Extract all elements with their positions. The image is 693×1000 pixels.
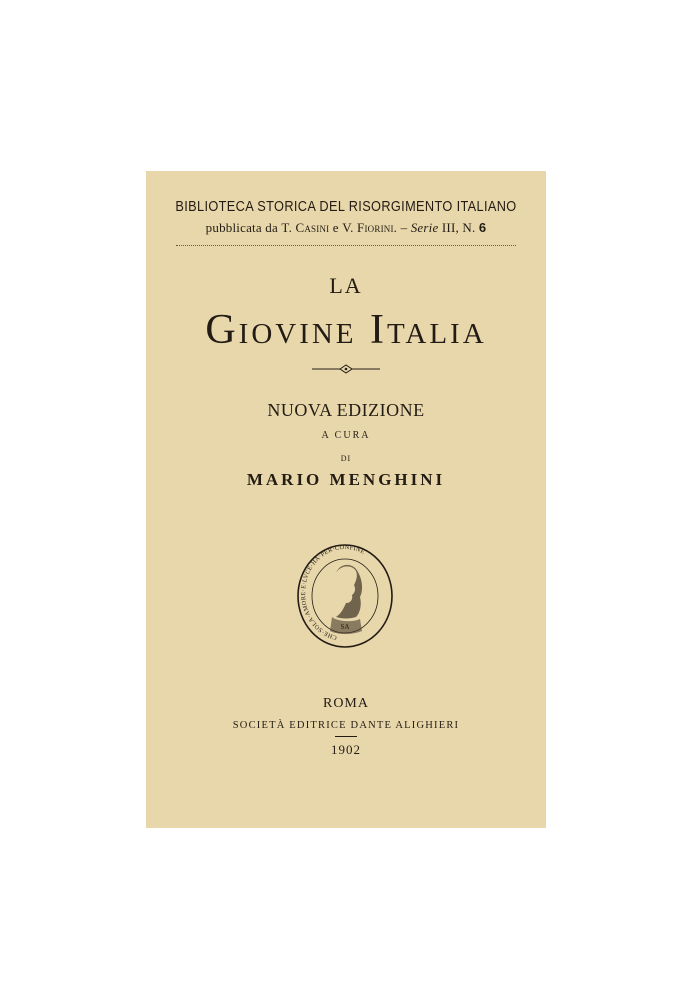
medallion-motto: CHE·SOLA·AMORE·E·LVCE·HA·PER·CONFINE bbox=[300, 543, 366, 642]
serie-label: Serie bbox=[410, 220, 439, 235]
imprint-publisher: SOCIETÀ EDITRICE DANTE ALIGHIERI bbox=[232, 720, 460, 731]
a-cura-text: A CURA bbox=[321, 430, 371, 441]
dotted-divider bbox=[176, 245, 516, 246]
editors-line bbox=[146, 220, 546, 236]
editor-casini: T. Casini bbox=[281, 220, 330, 235]
title-page bbox=[146, 171, 546, 828]
published-by-text: pubblicata da bbox=[205, 220, 278, 235]
imprint-city: ROMA bbox=[322, 696, 369, 711]
editor-conjunction: e bbox=[332, 220, 339, 235]
serie-number: III, N. bbox=[441, 220, 476, 235]
series-title: BIBLIOTECA STORICA DEL RISORGIMENTO ITALIANO bbox=[175, 199, 517, 215]
imprint-rule bbox=[335, 736, 357, 737]
edition-label: NUOVA EDIZIONE bbox=[267, 400, 425, 420]
dante-medallion-icon bbox=[296, 543, 394, 649]
ornament-divider-icon bbox=[310, 363, 382, 375]
editor-dash: – bbox=[400, 220, 408, 235]
editor-fiorini: V. Fiorini. bbox=[342, 220, 398, 235]
svg-text:SA: SA bbox=[340, 623, 350, 631]
di-text: DI bbox=[340, 454, 352, 463]
author-name: MARIO MENGHINI bbox=[246, 470, 446, 489]
title-article: LA bbox=[329, 273, 363, 298]
volume-number: 6 bbox=[478, 220, 487, 235]
main-title: Giovine Italia bbox=[205, 307, 487, 353]
imprint-year: 1902 bbox=[331, 742, 361, 757]
